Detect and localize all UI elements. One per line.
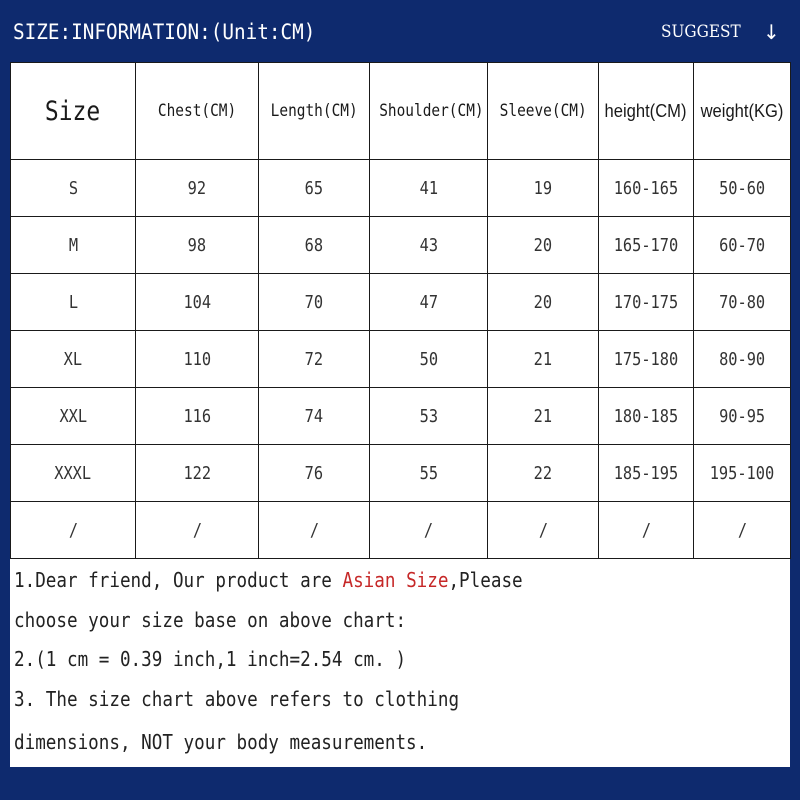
table-cell: 175-180 [599, 331, 694, 388]
table-cell: 104 [136, 274, 259, 331]
table-cell: 72 [259, 331, 370, 388]
table-row [11, 217, 791, 274]
table-cell: XXL [11, 388, 136, 445]
table-cell: XXXL [11, 445, 136, 502]
table-cell: 180-185 [599, 388, 694, 445]
table-cell: 90-95 [694, 388, 791, 445]
table-cell: 65 [259, 160, 370, 217]
table-cell: 50-60 [694, 160, 791, 217]
table-cell: 165-170 [599, 217, 694, 274]
table-cell: 20 [488, 217, 599, 274]
table-row [11, 445, 791, 502]
table-cell: L [11, 274, 136, 331]
table-cell: 47 [370, 274, 488, 331]
table-cell: / [488, 502, 599, 559]
table-cell: / [599, 502, 694, 559]
table-row [11, 388, 791, 445]
table-cell: 92 [136, 160, 259, 217]
table-cell: 20 [488, 274, 599, 331]
asian-size-highlight: Asian Size [342, 568, 449, 592]
table-cell: 21 [488, 331, 599, 388]
table-cell: / [259, 502, 370, 559]
table-cell: 122 [136, 445, 259, 502]
table-cell: 60-70 [694, 217, 791, 274]
table-cell: 19 [488, 160, 599, 217]
table-cell: / [136, 502, 259, 559]
column-header: Size [11, 63, 136, 160]
table-cell: 70 [259, 274, 370, 331]
table-cell: 116 [136, 388, 259, 445]
table-row [11, 274, 791, 331]
table-cell: 21 [488, 388, 599, 445]
table-cell: 110 [136, 331, 259, 388]
column-header: Chest(CM) [136, 63, 259, 160]
table-cell: 98 [136, 217, 259, 274]
column-header: height(CM) [599, 63, 694, 160]
size-table [10, 62, 791, 559]
size-chart-panel [10, 62, 790, 767]
table-cell: S [11, 160, 136, 217]
page-title: SIZE:INFORMATION:(Unit:CM) [13, 20, 316, 44]
table-cell: 160-165 [599, 160, 694, 217]
note-line-5: dimensions, NOT your body measurements. [14, 730, 428, 754]
note-line-1: 1.Dear friend, Our product are Asian Size,Please [14, 568, 523, 592]
table-cell: 53 [370, 388, 488, 445]
table-cell: M [11, 217, 136, 274]
table-cell: 170-175 [599, 274, 694, 331]
arrow-down-icon: ↓ [763, 20, 780, 44]
table-row [11, 502, 791, 559]
column-header: Length(CM) [259, 63, 370, 160]
table-cell: 195-100 [694, 445, 791, 502]
column-header: weight(KG) [694, 63, 791, 160]
header-bar [0, 0, 800, 62]
note-line-3: 2.(1 cm = 0.39 inch,1 inch=2.54 cm. ) [14, 647, 407, 671]
table-cell: 43 [370, 217, 488, 274]
table-cell: 70-80 [694, 274, 791, 331]
table-cell: 50 [370, 331, 488, 388]
column-header: Shoulder(CM) [370, 63, 488, 160]
table-cell: 68 [259, 217, 370, 274]
table-cell: XL [11, 331, 136, 388]
suggest-label: SUGGEST [661, 22, 741, 42]
table-cell: 80-90 [694, 331, 791, 388]
note-line-2: choose your size base on above chart: [14, 608, 407, 632]
table-cell: 74 [259, 388, 370, 445]
column-header: Sleeve(CM) [488, 63, 599, 160]
table-cell: 22 [488, 445, 599, 502]
table-cell: / [694, 502, 791, 559]
table-row [11, 331, 791, 388]
table-row [11, 160, 791, 217]
table-cell: / [370, 502, 488, 559]
table-cell: 41 [370, 160, 488, 217]
table-cell: / [11, 502, 136, 559]
table-cell: 76 [259, 445, 370, 502]
table-cell: 55 [370, 445, 488, 502]
table-cell: 185-195 [599, 445, 694, 502]
table-header-row [11, 63, 791, 160]
note-line-4: 3. The size chart above refers to clothing [14, 687, 460, 711]
